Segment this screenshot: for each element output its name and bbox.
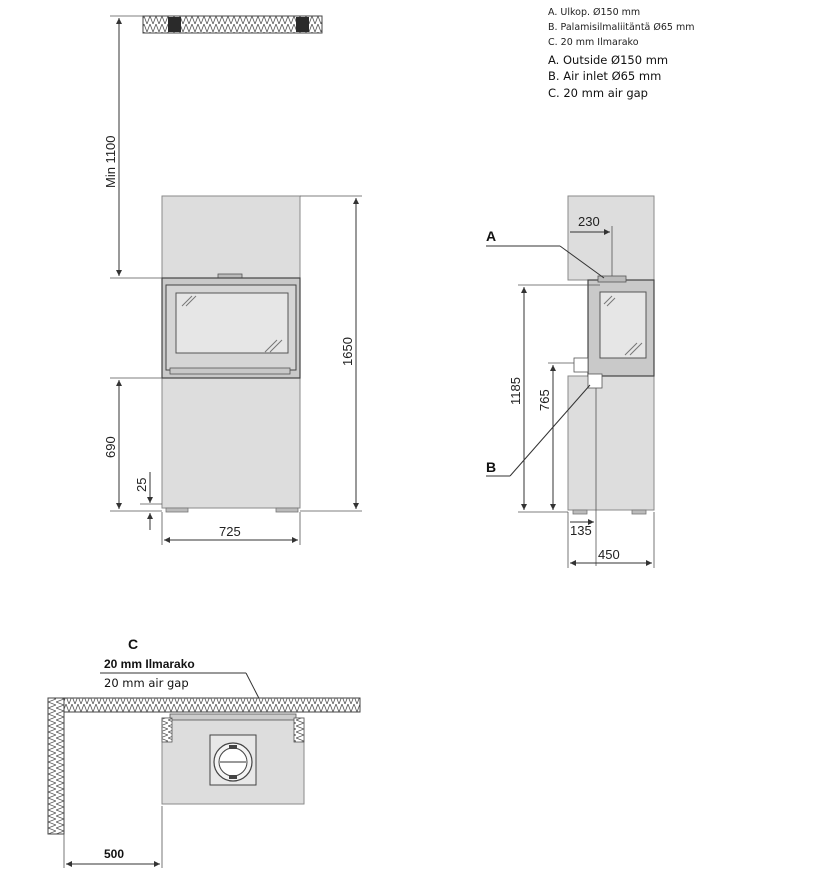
dim-door-bottom: 690 bbox=[103, 436, 118, 458]
legend-en-a: A. Outside Ø150 mm bbox=[548, 53, 669, 67]
dim-width: 725 bbox=[219, 524, 241, 539]
stove-feet-right bbox=[276, 508, 298, 512]
plan-corner-right bbox=[294, 718, 304, 742]
plan-flue-tab-bottom bbox=[229, 775, 237, 779]
side-air-inlet-pipe bbox=[588, 374, 602, 388]
side-feet-right bbox=[632, 510, 646, 514]
legend-en-b: B. Air inlet Ø65 mm bbox=[548, 69, 662, 83]
legend-fi-c: C. 20 mm Ilmarako bbox=[548, 37, 639, 48]
ash-drawer bbox=[170, 368, 290, 374]
label-b: B bbox=[486, 459, 497, 475]
plan-flue-tab-top bbox=[229, 745, 237, 749]
door-glass bbox=[176, 293, 288, 353]
stove-feet-left bbox=[166, 508, 188, 512]
plan-stove-backbar bbox=[170, 714, 296, 720]
ceiling-insulation-dark-left bbox=[168, 17, 181, 32]
plan-view bbox=[48, 636, 360, 868]
dim-min-ceiling: Min 1100 bbox=[103, 135, 118, 188]
side-view bbox=[486, 196, 654, 568]
side-door-glass bbox=[600, 292, 646, 358]
flue-cap bbox=[218, 274, 242, 278]
dim-feet: 25 bbox=[134, 477, 149, 492]
legend bbox=[548, 7, 695, 100]
label-c: C bbox=[128, 636, 139, 652]
dim-flue-height: 1185 bbox=[508, 377, 523, 405]
dim-flue-offset: 230 bbox=[578, 214, 600, 229]
dim-inlet-offset: 135 bbox=[570, 523, 592, 538]
dim-depth: 450 bbox=[598, 547, 620, 562]
stove-lower-body bbox=[162, 378, 300, 508]
back-wall-insulation bbox=[48, 698, 360, 712]
note-air-gap-en: 20 mm air gap bbox=[104, 676, 189, 690]
dim-total-height: 1650 bbox=[340, 337, 355, 366]
stove-upper-body bbox=[162, 196, 300, 278]
note-air-gap-fi: 20 mm Ilmarako bbox=[104, 657, 195, 671]
legend-fi-a: A. Ulkop. Ø150 mm bbox=[548, 7, 641, 18]
side-body-upper bbox=[568, 196, 654, 280]
plan-corner-left bbox=[162, 718, 172, 742]
dim-wall-distance: 500 bbox=[104, 847, 125, 861]
front-view bbox=[103, 16, 362, 545]
ceiling-insulation-dark-right bbox=[296, 17, 309, 32]
side-feet-left bbox=[573, 510, 587, 514]
label-a: A bbox=[486, 228, 497, 244]
side-wall-insulation bbox=[48, 698, 64, 834]
side-air-inlet-box bbox=[574, 358, 588, 372]
dim-inlet-height: 765 bbox=[537, 389, 552, 411]
legend-en-c: C. 20 mm air gap bbox=[548, 86, 648, 100]
legend-fi-b: B. Palamisilmaliitäntä Ø65 mm bbox=[548, 22, 695, 33]
